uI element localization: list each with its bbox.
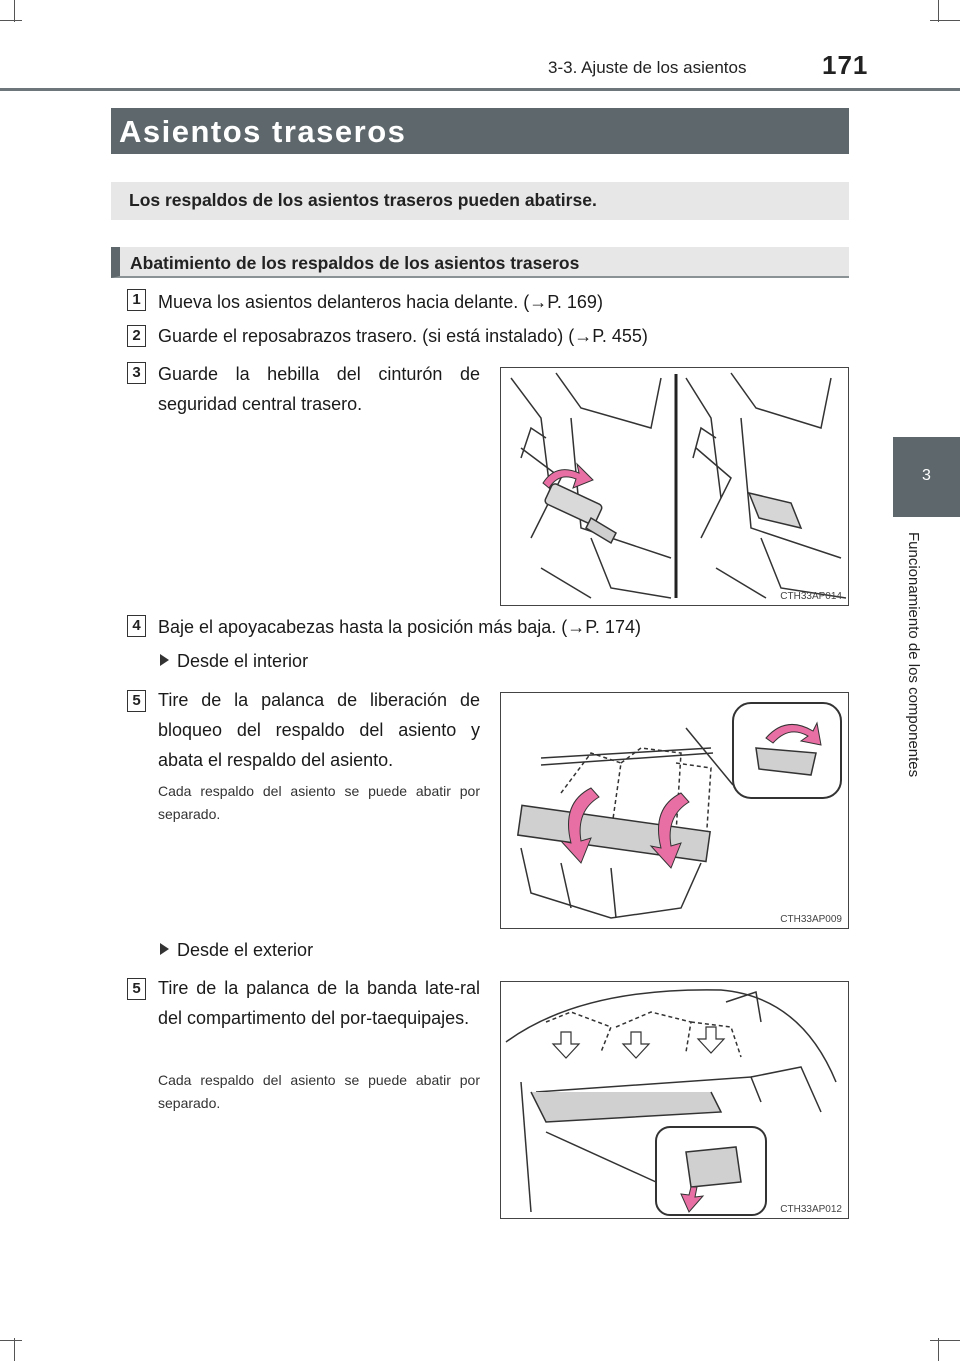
step-note-5a: Cada respaldo del asiento se puede abatir por separado. [158,783,480,822]
chapter-header: 3-3. Ajuste de los asientos [548,58,747,77]
crop-mark [14,1338,15,1361]
page-number: 171 [822,50,869,80]
header-rule [0,88,960,91]
step-text-2: Guarde el reposabrazos trasero. (si está instalado) (→P. 455) [158,326,648,346]
crop-mark [0,1340,22,1341]
bullet-from-inside [160,651,308,672]
step-badge-4: 4 [127,615,146,637]
seatbelt-buckle-illustration [501,368,849,606]
crop-mark [938,1338,939,1361]
bullet-from-inside-text: Desde el interior [177,651,309,671]
crop-mark [0,20,22,21]
step-badge-1: 1 [127,289,146,311]
luggage-lever-illustration [501,982,849,1219]
crop-mark [930,1340,960,1341]
pink-arrow-icon [543,464,593,488]
step-badge-5b: 5 [127,978,146,1000]
figure-luggage-lever [500,981,849,1219]
chapter-tab [893,437,960,517]
triangle-bullet-icon [160,943,169,955]
seat-release-illustration [501,693,849,929]
step-note-5b: Cada respaldo del asiento se puede abatir por separado. [158,1072,480,1111]
figure-code-3: CTH33AP012 [780,1204,842,1215]
step-badge-3: 3 [127,362,146,384]
subsection-title: Abatimiento de los respaldos de los asientos traseros [130,253,580,273]
step-badge-5a: 5 [127,690,146,712]
triangle-bullet-icon [160,654,169,666]
section-title-bar [111,108,849,154]
step-text-5b: Tire de la palanca de la banda late-ral del compartimento del por-taequipajes. [158,978,480,1028]
step-text-4: Baje el apoyacabezas hasta la posición más baja. (→P. 174) [158,617,641,637]
figure-seat-release-lever [500,692,849,929]
figure-code-1: CTH33AP014 [780,591,842,602]
crop-mark [930,20,960,21]
step-text-1: Mueva los asientos delanteros hacia delante. (→P. 169) [158,292,603,312]
intro-box [111,182,849,220]
subsection-heading [111,247,849,278]
intro-text: Los respaldos de los asientos traseros pueden abatirse. [129,190,597,210]
figure-seatbelt-buckle [500,367,849,606]
crop-mark [14,0,15,22]
down-arrow-icon [698,1027,724,1053]
chapter-tab-number: 3 [922,467,931,484]
crop-mark [938,0,939,22]
bullet-from-outside-text: Desde el exterior [177,940,314,960]
section-title: Asientos traseros [119,114,407,149]
figure-code-2: CTH33AP009 [780,914,842,925]
down-arrow-icon [553,1032,579,1058]
chapter-tab-label: Funcionamiento de los componentes [905,532,922,778]
down-arrow-icon [623,1032,649,1058]
step-text-5a: Tire de la palanca de liberación de bloqueo del respaldo del asiento y abata el respaldo del asiento. [158,690,480,770]
step-text-3: Guarde la hebilla del cinturón de seguridad central trasero. [158,364,480,414]
bullet-from-outside [160,940,313,961]
step-badge-2: 2 [127,325,146,347]
